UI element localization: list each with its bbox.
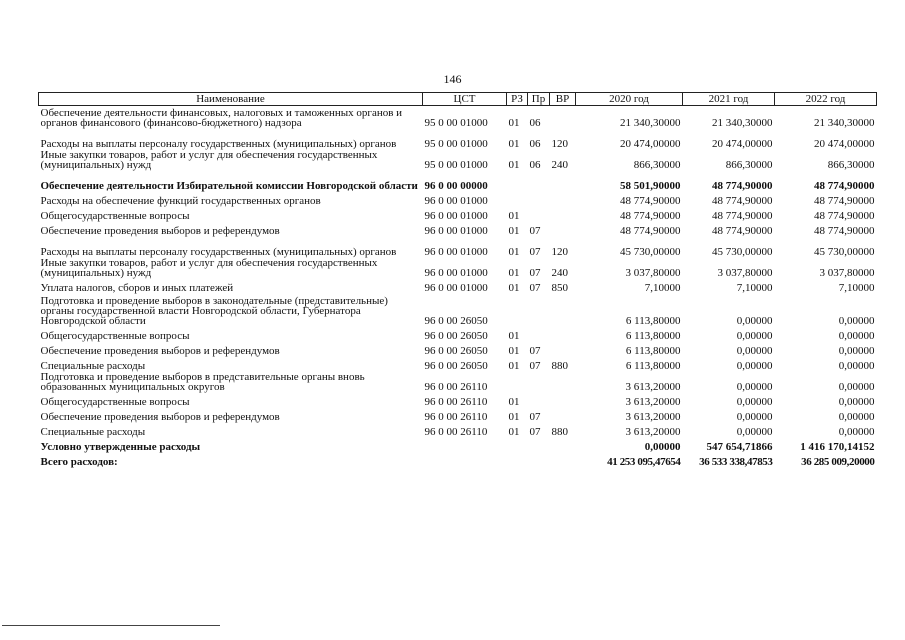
table-row [39, 356, 877, 371]
cell-name: Иные закупки товаров, работ и услуг для обеспечения государственных (муниципальных) нужд [40, 149, 378, 171]
cell-cst: 96 0 00 01000 [424, 210, 488, 222]
cell-2022: 48 774,90000 [814, 225, 875, 237]
cell-2021: 0,00000 [736, 381, 773, 393]
cell-rz: 01 [508, 225, 520, 237]
header-vr: ВР [550, 93, 576, 106]
cell-rz: 01 [508, 246, 520, 258]
cell-vr [550, 206, 576, 221]
cell-2022: 20 474,00000 [814, 138, 875, 150]
cell-pr: 07 [529, 426, 541, 438]
header-cst: ЦСТ [423, 93, 507, 106]
cell-rz: 01 [508, 210, 520, 222]
cell-2021: 547 654,71866 [706, 441, 773, 453]
cell-vr: 120 [551, 138, 568, 150]
page-number: 146 [443, 72, 462, 86]
cell-2021: 36 533 338,47853 [699, 456, 773, 468]
cell-pr: 07 [529, 360, 541, 372]
cell-cst: 96 0 00 01000 [424, 282, 488, 294]
cell-name: Расходы на выплаты персоналу государственных (муниципальных) органов [40, 138, 397, 150]
cell-rz [507, 293, 528, 326]
cell-pr [528, 293, 550, 326]
cell-rz [507, 437, 528, 452]
cell-pr: 06 [529, 138, 541, 150]
cell-cst: 96 0 00 01000 [424, 195, 488, 207]
table-row [39, 191, 877, 206]
cell-2022: 36 285 009,20000 [801, 456, 875, 468]
cell-name: Обеспечение деятельности финансовых, налоговых и таможенных органов и органов финансового (финансово-бюджетного) надзора [40, 107, 403, 129]
table-row [39, 257, 877, 278]
cell-vr: 240 [551, 159, 568, 171]
cell-2020: 7,10000 [644, 282, 681, 294]
cell-2021: 3 037,80000 [717, 267, 773, 279]
cell-name: Общегосударственные вопросы [40, 396, 190, 408]
cell-2022: 0,00000 [838, 360, 875, 372]
cell-rz: 01 [508, 267, 520, 279]
cell-name: Подготовка и проведение выборов в представительные органы вновь образованных муниципальных округов [40, 371, 365, 393]
cell-vr [550, 437, 576, 452]
cell-2022: 866,30000 [827, 159, 875, 171]
cell-vr [550, 371, 576, 392]
cell-pr: 07 [529, 411, 541, 423]
cell-2022: 3 037,80000 [819, 267, 875, 279]
cell-2020: 6 113,80000 [625, 360, 681, 372]
cell-2022: 0,00000 [838, 315, 875, 327]
cell-2021: 0,00000 [736, 396, 773, 408]
cell-name: Общегосударственные вопросы [40, 330, 190, 342]
cell-2022: 0,00000 [838, 345, 875, 357]
cell-pr [528, 191, 550, 206]
cell-pr [528, 326, 550, 341]
cell-2020: 3 613,20000 [625, 411, 681, 423]
cell-rz: 01 [508, 159, 520, 171]
cell-name: Иные закупки товаров, работ и услуг для обеспечения государственных (муниципальных) нужд [40, 257, 378, 279]
cell-cst: 96 0 00 26110 [424, 411, 488, 423]
cell-2022: 45 730,00000 [814, 246, 875, 258]
cell-vr [550, 170, 576, 191]
table-body [39, 106, 877, 468]
cell-2020: 41 253 095,47654 [607, 456, 681, 468]
cell-cst: 95 0 00 01000 [424, 159, 488, 171]
cell-name: Специальные расходы [40, 426, 146, 438]
cell-vr [550, 221, 576, 236]
cell-cst: 96 0 00 01000 [424, 246, 488, 258]
cell-rz: 01 [508, 138, 520, 150]
cell-rz: 01 [508, 330, 520, 342]
cell-pr: 07 [529, 345, 541, 357]
cell-2020: 866,30000 [633, 159, 681, 171]
cell-2020: 21 340,30000 [620, 117, 681, 129]
cell-2020: 3 037,80000 [625, 267, 681, 279]
cell-name: Всего расходов: [40, 456, 118, 468]
cell-vr [550, 452, 576, 467]
cell-2021: 20 474,00000 [712, 138, 773, 150]
cell-2022: 1 416 170,14152 [800, 441, 875, 453]
cell-name: Специальные расходы [40, 360, 146, 372]
cell-rz: 01 [508, 117, 520, 129]
table-row [39, 422, 877, 437]
cell-2021: 0,00000 [736, 360, 773, 372]
table-row [39, 452, 877, 467]
cell-2022: 48 774,90000 [814, 195, 875, 207]
cell-2021: 48 774,90000 [712, 180, 773, 192]
cell-name: Общегосударственные вопросы [40, 210, 190, 222]
cell-rz: 01 [508, 411, 520, 423]
table-row [39, 236, 877, 257]
cell-2022: 7,10000 [838, 282, 875, 294]
cell-name: Подготовка и проведение выборов в законодательные (представительные) органы государственной власти Новгородской области, Губернатора Новгородской области [40, 295, 388, 327]
cell-cst: 95 0 00 01000 [424, 117, 488, 129]
cell-2021: 7,10000 [736, 282, 773, 294]
cell-2020: 48 774,90000 [620, 210, 681, 222]
cell-rz [507, 191, 528, 206]
cell-pr [528, 371, 550, 392]
cell-vr [550, 407, 576, 422]
cell-cst: 96 0 00 26110 [424, 426, 488, 438]
cell-rz [507, 170, 528, 191]
cell-vr [550, 106, 576, 129]
cell-2022: 0,00000 [838, 396, 875, 408]
cell-pr: 06 [529, 159, 541, 171]
table-row [39, 206, 877, 221]
cell-rz [507, 371, 528, 392]
cell-2020: 0,00000 [644, 441, 681, 453]
cell-name: Расходы на обеспечение функций государственных органов [40, 195, 321, 207]
cell-rz: 01 [508, 282, 520, 294]
cell-vr: 240 [551, 267, 568, 279]
cell-2020: 58 501,90000 [620, 180, 681, 192]
cell-2021: 48 774,90000 [712, 195, 773, 207]
cell-2022: 48 774,90000 [814, 210, 875, 222]
cell-cst: 96 0 00 26050 [424, 360, 488, 372]
cell-2020: 6 113,80000 [625, 330, 681, 342]
cell-rz: 01 [508, 360, 520, 372]
cell-name: Расходы на выплаты персоналу государственных (муниципальных) органов [40, 246, 397, 258]
table-row [39, 293, 877, 326]
cell-2020: 3 613,20000 [625, 381, 681, 393]
cell-cst [423, 437, 507, 452]
cell-2021: 0,00000 [736, 315, 773, 327]
cell-cst: 96 0 00 26050 [424, 330, 488, 342]
cell-2022: 21 340,30000 [814, 117, 875, 129]
cell-pr [528, 170, 550, 191]
cell-cst: 96 0 00 26050 [424, 345, 488, 357]
header-rz: РЗ [507, 93, 528, 106]
cell-vr [550, 392, 576, 407]
table-row [39, 341, 877, 356]
table-row [39, 371, 877, 392]
cell-2022: 0,00000 [838, 411, 875, 423]
cell-rz: 01 [508, 345, 520, 357]
cell-vr: 850 [551, 282, 568, 294]
cell-name: Обеспечение деятельности Избирательной комиссии Новгородской области [40, 180, 418, 192]
cell-vr [550, 293, 576, 326]
header-2021: 2021 год [683, 93, 775, 106]
cell-rz: 01 [508, 426, 520, 438]
cell-vr: 880 [551, 360, 568, 372]
cell-2020: 48 774,90000 [620, 195, 681, 207]
cell-2020: 48 774,90000 [620, 225, 681, 237]
cell-2020: 20 474,00000 [620, 138, 681, 150]
cell-2022: 0,00000 [838, 381, 875, 393]
table-row [39, 170, 877, 191]
cell-cst: 96 0 00 26110 [424, 396, 488, 408]
cell-vr [550, 326, 576, 341]
table-row [39, 106, 877, 129]
cell-pr: 06 [529, 117, 541, 129]
cell-2021: 0,00000 [736, 330, 773, 342]
cell-cst: 96 0 00 00000 [424, 180, 488, 192]
cell-2022: 48 774,90000 [814, 180, 875, 192]
cell-pr [528, 452, 550, 467]
cell-rz [507, 452, 528, 467]
cell-name: Условно утвержденные расходы [40, 441, 201, 453]
cell-2022: 0,00000 [838, 330, 875, 342]
cell-pr: 07 [529, 225, 541, 237]
header-name: Наименование [39, 93, 423, 106]
table-row [39, 221, 877, 236]
cell-2021: 45 730,00000 [712, 246, 773, 258]
cell-pr [528, 392, 550, 407]
cell-vr: 120 [551, 246, 568, 258]
cell-cst [423, 452, 507, 467]
cell-2021: 0,00000 [736, 345, 773, 357]
header-2020: 2020 год [576, 93, 683, 106]
table-row [39, 326, 877, 341]
cell-2020: 3 613,20000 [625, 396, 681, 408]
cell-pr: 07 [529, 246, 541, 258]
cell-name: Уплата налогов, сборов и иных платежей [40, 282, 234, 294]
header-2022: 2022 год [775, 93, 877, 106]
table-row [39, 278, 877, 293]
table-row [39, 392, 877, 407]
table-header [39, 93, 877, 106]
cell-vr [550, 191, 576, 206]
cell-pr [528, 206, 550, 221]
cell-2022: 0,00000 [838, 426, 875, 438]
header-pr: Пр [528, 93, 550, 106]
cell-name: Обеспечение проведения выборов и референдумов [40, 411, 280, 423]
cell-2020: 3 613,20000 [625, 426, 681, 438]
cell-cst: 96 0 00 01000 [424, 225, 488, 237]
cell-2021: 866,30000 [725, 159, 773, 171]
cell-cst: 96 0 00 01000 [424, 267, 488, 279]
cell-rz: 01 [508, 396, 520, 408]
cell-2020: 6 113,80000 [625, 345, 681, 357]
cell-2021: 0,00000 [736, 411, 773, 423]
budget-table [38, 92, 877, 467]
table-row [39, 437, 877, 452]
cell-name: Обеспечение проведения выборов и референдумов [40, 225, 280, 237]
cell-2021: 48 774,90000 [712, 210, 773, 222]
cell-pr: 07 [529, 267, 541, 279]
cell-2021: 48 774,90000 [712, 225, 773, 237]
cell-name: Обеспечение проведения выборов и референдумов [40, 345, 280, 357]
footer-divider [2, 625, 220, 626]
cell-2021: 21 340,30000 [712, 117, 773, 129]
cell-cst: 96 0 00 26110 [424, 381, 488, 393]
cell-2021: 0,00000 [736, 426, 773, 438]
cell-pr [528, 437, 550, 452]
table-row [39, 407, 877, 422]
table-row [39, 128, 877, 149]
cell-cst: 96 0 00 26050 [424, 315, 488, 327]
cell-pr: 07 [529, 282, 541, 294]
table-row [39, 149, 877, 170]
cell-2020: 6 113,80000 [625, 315, 681, 327]
cell-vr: 880 [551, 426, 568, 438]
cell-2020: 45 730,00000 [620, 246, 681, 258]
cell-cst: 95 0 00 01000 [424, 138, 488, 150]
cell-vr [550, 341, 576, 356]
